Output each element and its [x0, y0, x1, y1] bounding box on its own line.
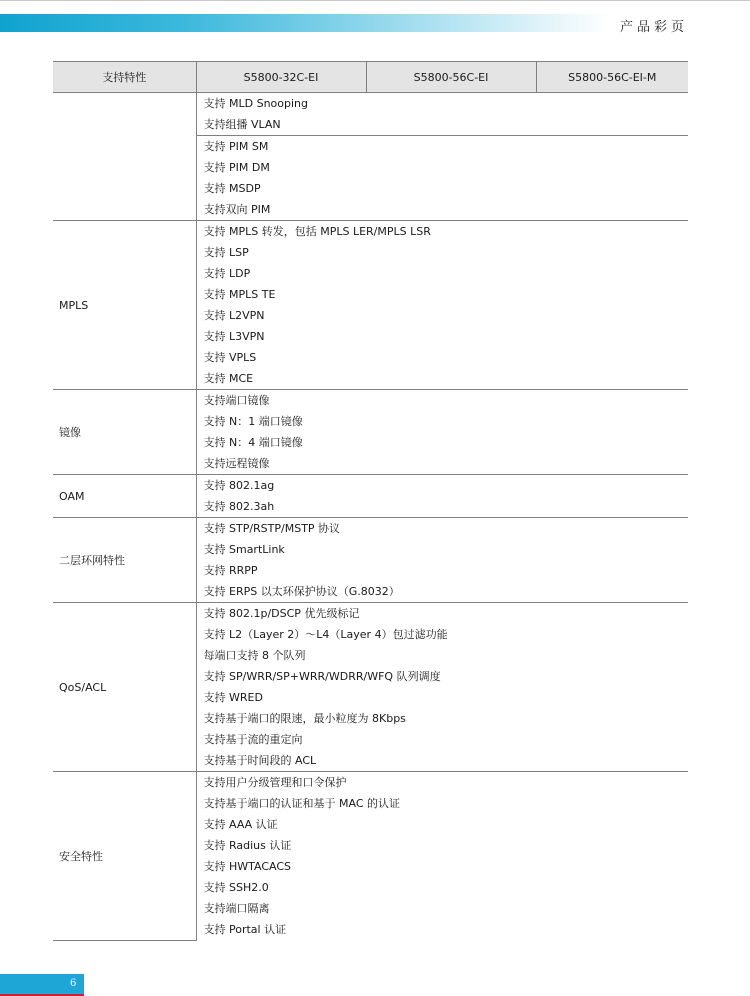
feature-detail-line: 支持 Radius 认证	[203, 839, 292, 852]
column-header: S5800-56C-EI-M	[536, 62, 688, 93]
feature-detail-cell	[196, 93, 688, 136]
feature-detail-line: 支持 802.1p/DSCP 优先级标记	[203, 607, 360, 620]
feature-detail-line: 支持 PIM SM	[203, 140, 269, 153]
feature-detail-line: 支持 MPLS 转发，包括 MPLS LER/MPLS LSR	[203, 225, 431, 238]
column-header: S5800-56C-EI	[366, 62, 536, 93]
feature-detail-cell	[196, 390, 688, 475]
feature-name-cell	[53, 93, 196, 221]
feature-detail-cell	[196, 518, 688, 603]
feature-detail-line: 支持 Portal 认证	[203, 923, 287, 936]
feature-detail-line: 支持 N：1 端口镜像	[203, 415, 303, 428]
table-row	[53, 475, 688, 518]
feature-detail-line: 支持 SmartLink	[203, 543, 285, 556]
feature-detail-line: 每端口支持 8 个队列	[203, 649, 306, 662]
table-row	[53, 603, 688, 772]
feature-detail-line: 支持 ERPS 以太环保护协议（G.8032）	[203, 585, 400, 598]
table-row	[53, 518, 688, 603]
table-row	[53, 390, 688, 475]
feature-detail-line: 支持 AAA 认证	[203, 818, 278, 831]
feature-detail-line: 支持组播 VLAN	[203, 118, 281, 131]
feature-detail-cell	[196, 136, 688, 221]
feature-detail-line: 支持用户分级管理和口令保护	[203, 776, 347, 789]
feature-detail-line: 支持 L3VPN	[203, 330, 265, 343]
column-header: S5800-32C-EI	[196, 62, 366, 93]
table-row	[53, 93, 688, 136]
feature-detail-line: 支持 MPLS TE	[203, 288, 276, 301]
feature-detail-cell	[196, 221, 688, 390]
table-row	[53, 772, 688, 941]
feature-detail-line: 支持 MSDP	[203, 182, 261, 195]
table-row	[53, 221, 688, 390]
feature-name-cell: MPLS	[53, 221, 196, 390]
feature-detail-line: 支持 SSH2.0	[203, 881, 269, 894]
feature-detail-line: 支持 N：4 端口镜像	[203, 436, 303, 449]
feature-detail-line: 支持 802.1ag	[203, 479, 275, 492]
feature-detail-line: 支持端口镜像	[203, 394, 270, 407]
feature-detail-line: 支持基于端口的认证和基于 MAC 的认证	[203, 797, 400, 810]
feature-name-cell: 镜像	[53, 390, 196, 475]
feature-detail-line: 支持基于时间段的 ACL	[203, 754, 317, 767]
top-rule	[0, 0, 750, 1]
feature-detail-line: 支持基于流的重定向	[203, 733, 303, 746]
feature-detail-line: 支持 L2（Layer 2）～L4（Layer 4）包过滤功能	[203, 628, 448, 641]
page-header-title: 产品彩页	[619, 20, 688, 35]
feature-detail-line: 支持 802.3ah	[203, 500, 275, 513]
spec-table	[53, 61, 688, 941]
feature-detail-cell	[196, 772, 688, 941]
feature-detail-cell	[196, 603, 688, 772]
feature-detail-line: 支持 SP/WRR/SP+WRR/WDRR/WFQ 队列调度	[203, 670, 441, 683]
feature-detail-line: 支持 VPLS	[203, 351, 257, 364]
feature-detail-line: 支持 L2VPN	[203, 309, 265, 322]
feature-detail-line: 支持 PIM DM	[203, 161, 270, 174]
header-color-band	[0, 14, 610, 32]
feature-detail-line: 支持 STP/RSTP/MSTP 协议	[203, 522, 341, 535]
feature-name-cell: 安全特性	[53, 772, 196, 941]
feature-detail-line: 支持 HWTACACS	[203, 860, 292, 873]
feature-detail-line: 支持 MLD Snooping	[203, 97, 308, 110]
feature-name-cell: OAM	[53, 475, 196, 518]
feature-detail-line: 支持 MCE	[203, 372, 254, 385]
feature-detail-line: 支持 LSP	[203, 246, 249, 259]
page-number: 6	[70, 978, 77, 989]
column-header: 支持特性	[53, 62, 196, 93]
feature-name-cell: 二层环网特性	[53, 518, 196, 603]
feature-detail-line: 支持远程镜像	[203, 457, 270, 470]
table-header-row	[53, 62, 688, 93]
feature-detail-cell	[196, 475, 688, 518]
feature-detail-line: 支持端口隔离	[203, 902, 270, 915]
feature-detail-line: 支持 WRED	[203, 691, 263, 704]
feature-detail-line: 支持双向 PIM	[203, 203, 271, 216]
feature-detail-line: 支持 LDP	[203, 267, 251, 280]
feature-detail-line: 支持 RRPP	[203, 564, 258, 577]
feature-detail-line: 支持基于端口的限速，最小粒度为 8Kbps	[203, 712, 406, 725]
feature-name-cell: QoS/ACL	[53, 603, 196, 772]
